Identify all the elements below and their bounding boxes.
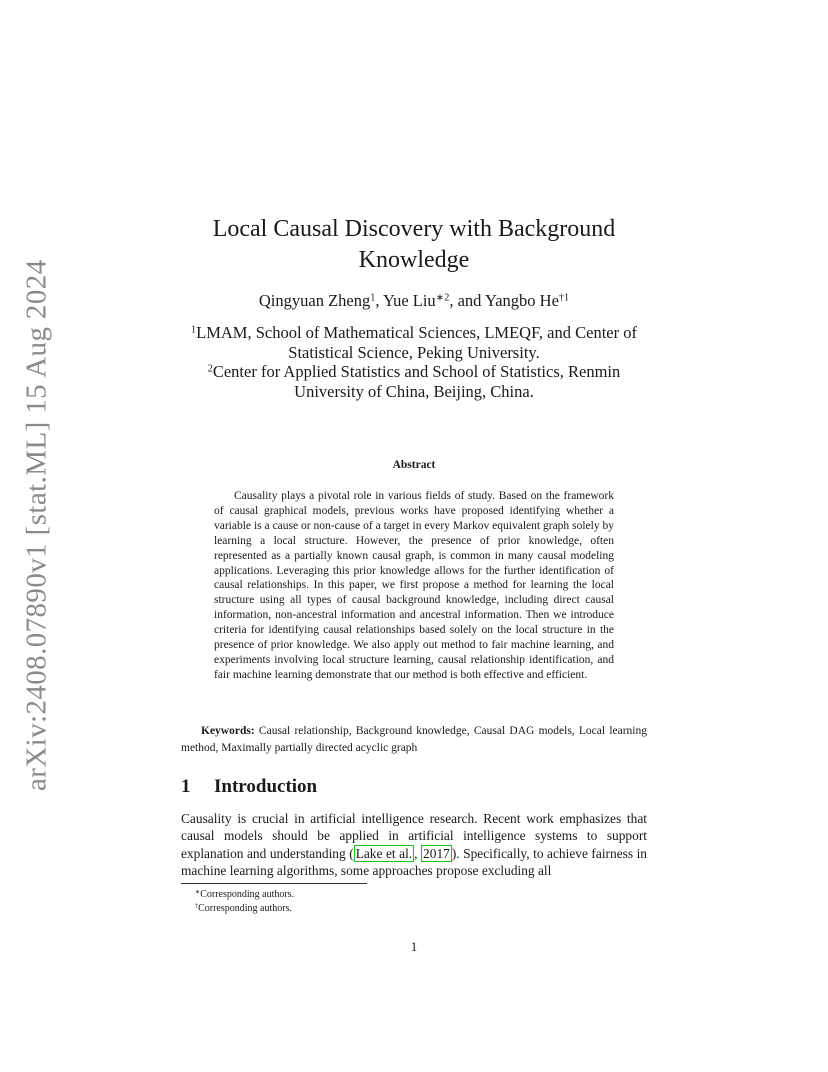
affiliation-line [181,323,647,343]
affiliation-line: University of China, Beijing, China. [294,381,534,401]
author-name: Yue Liu [382,291,436,310]
title-line-1: Local Causal Discovery with Background [212,216,616,242]
author-mark: 1 [370,292,376,304]
keywords-label: Keywords: [201,725,255,737]
footnote [195,902,635,916]
intro-paragraph [181,810,647,879]
footnote-mark: † [195,902,199,910]
author-mark: †1 [558,292,570,304]
author-separator: , and [449,291,485,310]
keywords-text: Causal relationship, Background knowledge, Causal DAG models, Local learning method, Maximally partially directed acyclic graph [181,725,647,754]
citation-link-author[interactable]: Lake et al. [355,845,413,861]
page-number: 1 [410,939,418,954]
abstract-text: Causality plays a pivotal role in various fields of study. Based on the framework of causal graphical models, previous works have proposed identifying whether a variable is a cause or non-cause of a target in every Markov equivalent graph solely by learning a local structure. However, the presence of prior knowledge, often represented as a partially known causal graph, is common in many causal modeling applications. Leveraging this prior knowledge allows for the further identification of causal relationships. In this paper, we first propose a method for learning the local structure using all types of causal background knowledge, including direct causal information, non-ancestral information and ancestral information. Then we introduce criteria for identifying causal relationships based solely on the local structure in the presence of prior knowledge. We also apply out method to fair machine learning, and experiments involving local structure learning, causal relationship identification, and fair machine learning demonstrate that our method is both effective and efficient. [214,490,614,681]
affiliation-text: LMAM, School of Mathematical Sciences, LMEQF, and Center of [196,323,637,342]
citation-link-year[interactable]: 2017 [423,845,450,861]
author-list [181,290,647,312]
author-name: Yangbo He [484,291,559,310]
affiliation-line: Statistical Science, Peking University. [288,342,540,362]
affiliation-line [181,362,647,382]
author-separator: , [375,291,383,310]
section-number: 1 [181,776,191,797]
title-line-2: Knowledge [358,247,470,273]
paper-title [181,214,647,276]
footnote-text: Corresponding authors. [200,889,295,900]
affiliation-text: Center for Applied Statistics and School of Statistics, Renmin [212,362,621,381]
abstract-heading: Abstract [392,459,436,471]
footnote-text: Corresponding authors. [198,902,292,914]
footnote-mark: ∗ [195,888,201,896]
keywords [181,723,647,757]
arxiv-stamp: arXiv:2408.07890v1 [stat.ML] 15 Aug 2024 [20,259,53,791]
section-title: Introduction [214,776,318,797]
citation-separator: , [414,845,422,861]
footnotes [195,888,635,915]
author-name: Qingyuan Zheng [258,291,371,310]
author-mark: ∗2 [435,292,450,304]
footnote-rule [181,883,367,884]
footnote [195,888,635,902]
intro-text-after: ). Specifically, to achieve fairness in machine learning algorithms, some approaches propose excluding all [181,845,648,878]
affiliation-mark: 2 [207,363,213,375]
affiliation-mark: 1 [191,324,197,336]
intro-text-before: Causality is crucial in artificial intelligence research. Recent work emphasizes that causal models should be applied in artificial intelligence systems to support explanation and understanding ( [181,811,647,861]
section-heading [181,776,647,798]
affiliations [181,323,647,401]
